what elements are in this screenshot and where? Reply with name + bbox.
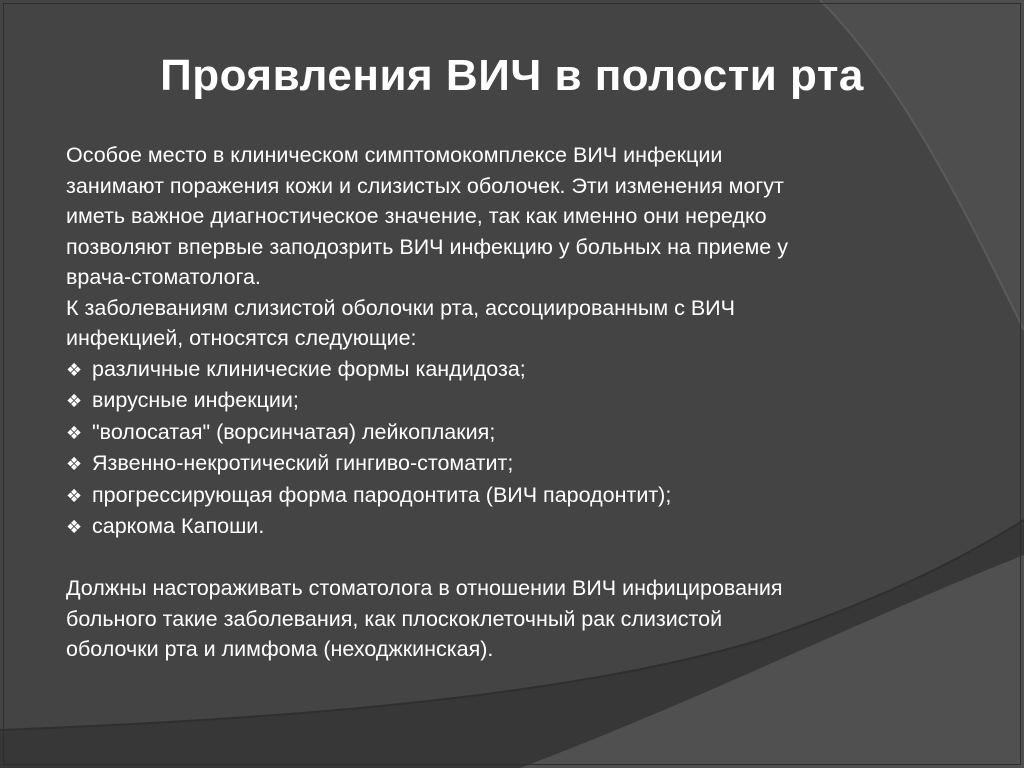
closing-line: Должны настораживать стоматолога в отношении ВИЧ инфицирования (66, 576, 783, 600)
diamond-four-icon: ❖ (66, 359, 83, 380)
lead-line: инфекцией, относятся следующие: (66, 326, 417, 350)
diamond-four-icon: ❖ (66, 517, 83, 537)
intro-line: иметь важное диагностическое значение, так как именно они нередко (66, 204, 767, 228)
intro-line: врача-стоматолога. (66, 265, 261, 289)
paragraph-spacer (66, 543, 946, 574)
intro-line: Особое место в клиническом симптомокомплексе ВИЧ инфекции (66, 143, 723, 167)
list-item-text: "волосатая" (ворсинчатая) лейкоплакия; (92, 419, 496, 444)
list-item-text: различные клинические формы кандидоза; (92, 356, 526, 381)
lead-paragraph (66, 293, 946, 354)
intro-paragraph (66, 140, 946, 293)
intro-line: позволяют впервые заподозрить ВИЧ инфекцию у больных на приеме у (66, 234, 788, 259)
intro-line: занимают поражения кожи и слизистых оболочек. Эти изменения могут (66, 173, 784, 198)
closing-paragraph (66, 573, 946, 665)
disease-list (66, 354, 946, 543)
list-item (66, 417, 946, 449)
diamond-four-icon: ❖ (66, 485, 83, 506)
list-item-text: прогрессирующая форма пародонтита (ВИЧ пародонтит); (92, 482, 672, 507)
list-item (66, 480, 946, 512)
list-item-text: саркома Капоши. (92, 514, 265, 538)
list-item (66, 385, 946, 417)
lead-line: К заболеваниям слизистой оболочки рта, ассоциированным с ВИЧ (66, 295, 735, 320)
slide-title: Проявления ВИЧ в полости рта (160, 51, 864, 100)
list-item (66, 354, 946, 386)
slide-body (66, 140, 946, 665)
diamond-four-icon: ❖ (66, 391, 83, 411)
closing-line: оболочки рта и лимфома (неходжкинская). (66, 637, 494, 661)
list-item-text: Язвенно-некротический гингиво-стоматит; (92, 451, 514, 475)
list-item-text: вирусные инфекции; (92, 388, 299, 412)
diamond-four-icon: ❖ (66, 454, 83, 474)
list-item (66, 511, 946, 543)
list-item (66, 448, 946, 480)
diamond-four-icon: ❖ (66, 422, 83, 443)
closing-line: больного такие заболевания, как плоскоклеточный рак слизистой (66, 606, 723, 631)
